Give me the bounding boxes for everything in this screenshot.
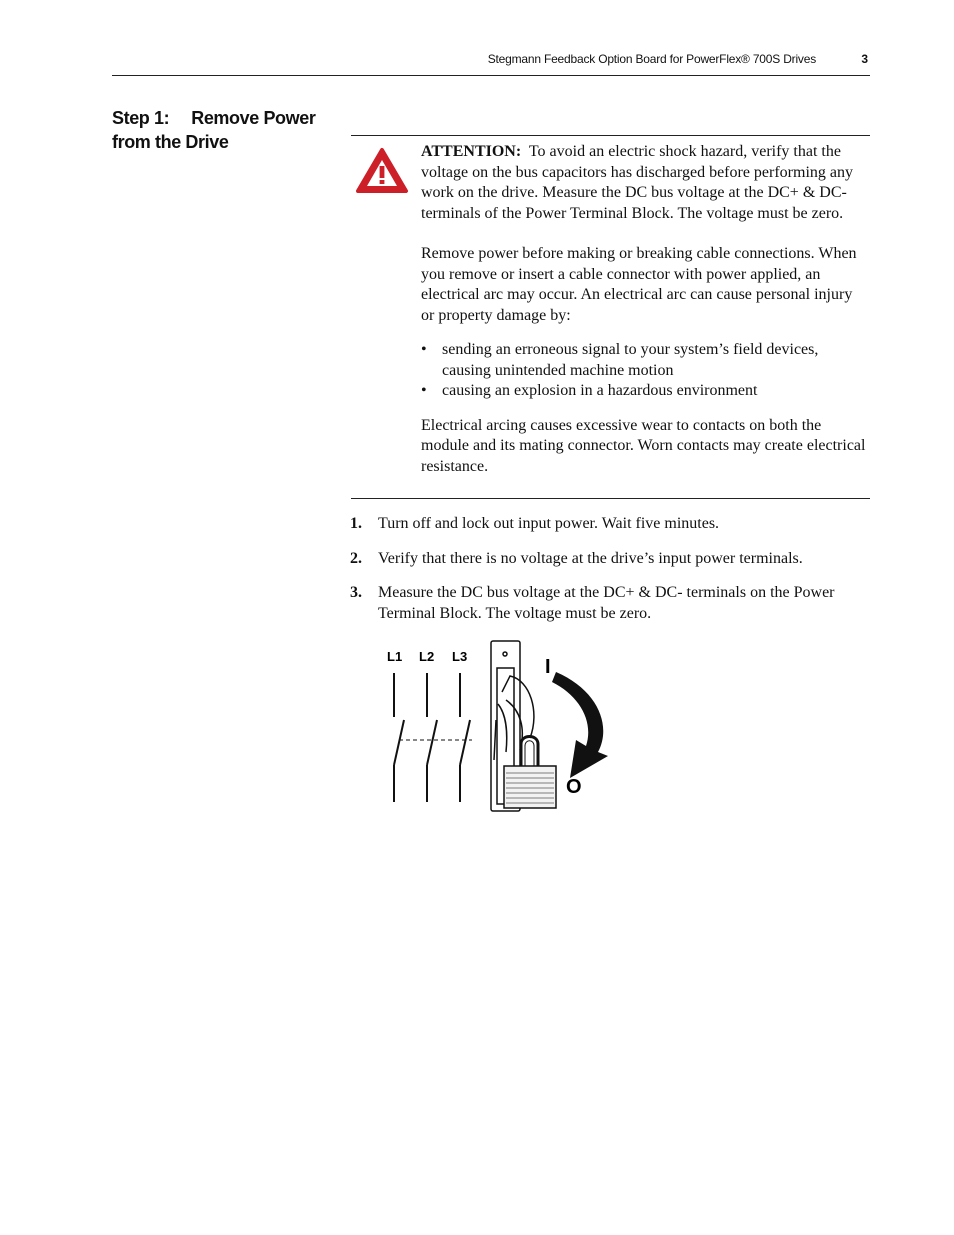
attention-paragraph-3: Electrical arcing causes excessive wear to contacts on both the module and its mating connector. Worn contacts may create electrical resistance.	[421, 416, 866, 475]
procedure-steps	[350, 514, 870, 638]
step-number: 3.	[350, 584, 362, 601]
page-number: 3	[861, 52, 868, 66]
list-item-text: sending an erroneous signal to your system’s field devices, causing unintended machine motion	[442, 341, 819, 379]
step-label: Step 1:	[112, 108, 170, 128]
attention-paragraph-1	[421, 142, 867, 224]
step-text: Measure the DC bus voltage at the DC+ & DC- terminals on the Power Terminal Block. The voltage must be zero.	[378, 584, 835, 622]
step-item	[350, 514, 870, 535]
hazard-list	[421, 340, 867, 402]
step-item	[350, 583, 870, 624]
bullet-icon: •	[421, 341, 427, 358]
list-item	[421, 381, 867, 402]
attention-text	[421, 142, 867, 477]
step-number: 1.	[350, 515, 362, 532]
step-text: Turn off and lock out input power. Wait five minutes.	[378, 515, 720, 532]
on-position-label: I	[545, 656, 551, 678]
line-label-l1: L1	[387, 649, 403, 664]
rotation-arrow-icon	[552, 672, 608, 778]
attention-paragraph-2: Remove power before making or breaking cable connections. When you remove or insert a cable connector with power applied, an electrical arc may occur. An electrical arc can cause personal injury or property damage by:	[421, 245, 857, 324]
warning-triangle-icon	[355, 147, 409, 195]
step-number: 2.	[350, 549, 362, 567]
off-position-label: O	[566, 776, 582, 798]
disconnect-switch-symbol	[394, 673, 472, 802]
section-heading	[112, 106, 332, 154]
lockout-diagram	[380, 640, 620, 820]
line-label-l2: L2	[419, 649, 435, 664]
header-divider	[112, 75, 870, 76]
list-item	[421, 340, 867, 381]
list-item-text: causing an explosion in a hazardous environment	[442, 382, 758, 399]
step-title: Remove Power from the Drive	[112, 108, 316, 152]
step-text: Verify that there is no voltage at the drive’s input power terminals.	[378, 549, 803, 567]
line-label-l3: L3	[452, 649, 468, 664]
running-header: Stegmann Feedback Option Board for PowerFlex® 700S Drives	[487, 52, 816, 66]
attention-label: ATTENTION:	[421, 143, 522, 160]
attention-box	[351, 135, 870, 499]
step-item	[350, 549, 870, 570]
attention-para1-text: To avoid an electric shock hazard, verify that the voltage on the bus capacitors has discharged before performing any work on the drive. Measure the DC bus voltage at the DC+ & DC- terminals of the Power Terminal Block. The voltage must be zero.	[421, 143, 853, 222]
bullet-icon: •	[421, 382, 427, 399]
